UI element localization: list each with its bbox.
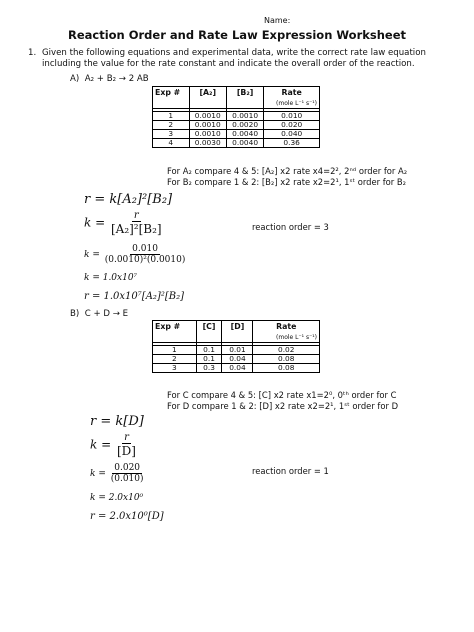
part-a-label: A) (70, 74, 80, 84)
table-row: 2 0.0010 0.0020 0.020 (153, 121, 320, 130)
table-header: Exp # (153, 321, 197, 334)
table-header: [A₂] (189, 87, 226, 100)
part-b-compare-2: For D compare 1 & 2: [D] x2 rate x2=2¹, 1ˢᵗ order for D (167, 401, 399, 411)
part-b-heading (70, 309, 128, 319)
table-header: Rate (253, 321, 320, 334)
table-header: Rate (264, 87, 320, 100)
part-b-reaction: C + D → E (84, 309, 129, 319)
table-header: [B₂] (226, 87, 263, 100)
table-row: 4 0.0030 0.0040 0.36 (153, 139, 320, 148)
part-a-reaction-order: reaction order = 3 (252, 222, 329, 232)
part-a-final-rate-law: r = 1.0x10⁷[A₂]²[B₂] (84, 291, 184, 302)
part-b-final-rate-law: r = 2.0x10⁰[D] (90, 511, 164, 522)
part-a-k-substitution: k = $\frac{0.010}{\text{(0.0010)²(0.0010)}}$ (84, 244, 186, 265)
table-row: 3 0.3 0.04 0.08 (153, 364, 320, 373)
units-label: (mole L⁻¹ s⁻¹) (253, 333, 320, 343)
table-row: 2 0.1 0.04 0.08 (153, 355, 320, 364)
question-text: Given the following equations and experimental data, write the correct rate law equation including the value for the rate constant and indicate the overall order of the reaction. (42, 48, 426, 69)
part-a-rate-law: r = k[A₂]²[B₂] (84, 192, 173, 207)
table-header: [C] (196, 321, 222, 334)
name-label: Name: (264, 16, 291, 25)
part-b-table (152, 320, 320, 373)
part-b-reaction-order: reaction order = 1 (252, 466, 329, 476)
question-1 (28, 48, 468, 72)
part-b-k-substitution: k = $\frac{0.020}{(0.010)}$ (90, 463, 144, 484)
part-b-rate-law: r = k[D] (90, 414, 144, 429)
part-a-reaction: A₂ + B₂ → 2 AB (84, 74, 149, 84)
units-label: (mole L⁻¹ s⁻¹) (264, 99, 320, 109)
part-a-table (152, 86, 320, 148)
question-number: 1. (28, 48, 37, 58)
table-row: 1 0.1 0.01 0.02 (153, 346, 320, 355)
part-a-heading (70, 74, 149, 84)
part-a-compare-2: For B₂ compare 1 & 2: [B₂] x2 rate x2=2¹, 1ˢᵗ order for B₂ (167, 177, 407, 187)
part-b-k-value: k = 2.0x10⁰ (90, 493, 144, 503)
table-row: 3 0.0010 0.0040 0.040 (153, 130, 320, 139)
part-a-k-expression: k = $\frac{r}{\text{[A₂]²[B₂]}}$ (84, 210, 162, 236)
part-b-k-expression: k = $\frac{r}{[D]}$ (90, 432, 136, 458)
table-header: [D] (222, 321, 253, 334)
worksheet-title: Reaction Order and Rate Law Expression Worksheet (67, 28, 407, 42)
part-a-k-value: k = 1.0x10⁷ (84, 273, 138, 283)
table-row: 1 0.0010 0.0010 0.010 (153, 112, 320, 121)
part-a-compare-1: For A₂ compare 4 & 5: [A₂] x2 rate x4=2², 2ⁿᵈ order for A₂ (167, 166, 408, 176)
part-b-label: B) (70, 309, 80, 319)
part-b-compare-1: For C compare 4 & 5: [C] x2 rate x1=2⁰, 0ᵗʰ order for C (167, 390, 397, 400)
table-header: Exp # (153, 87, 190, 100)
